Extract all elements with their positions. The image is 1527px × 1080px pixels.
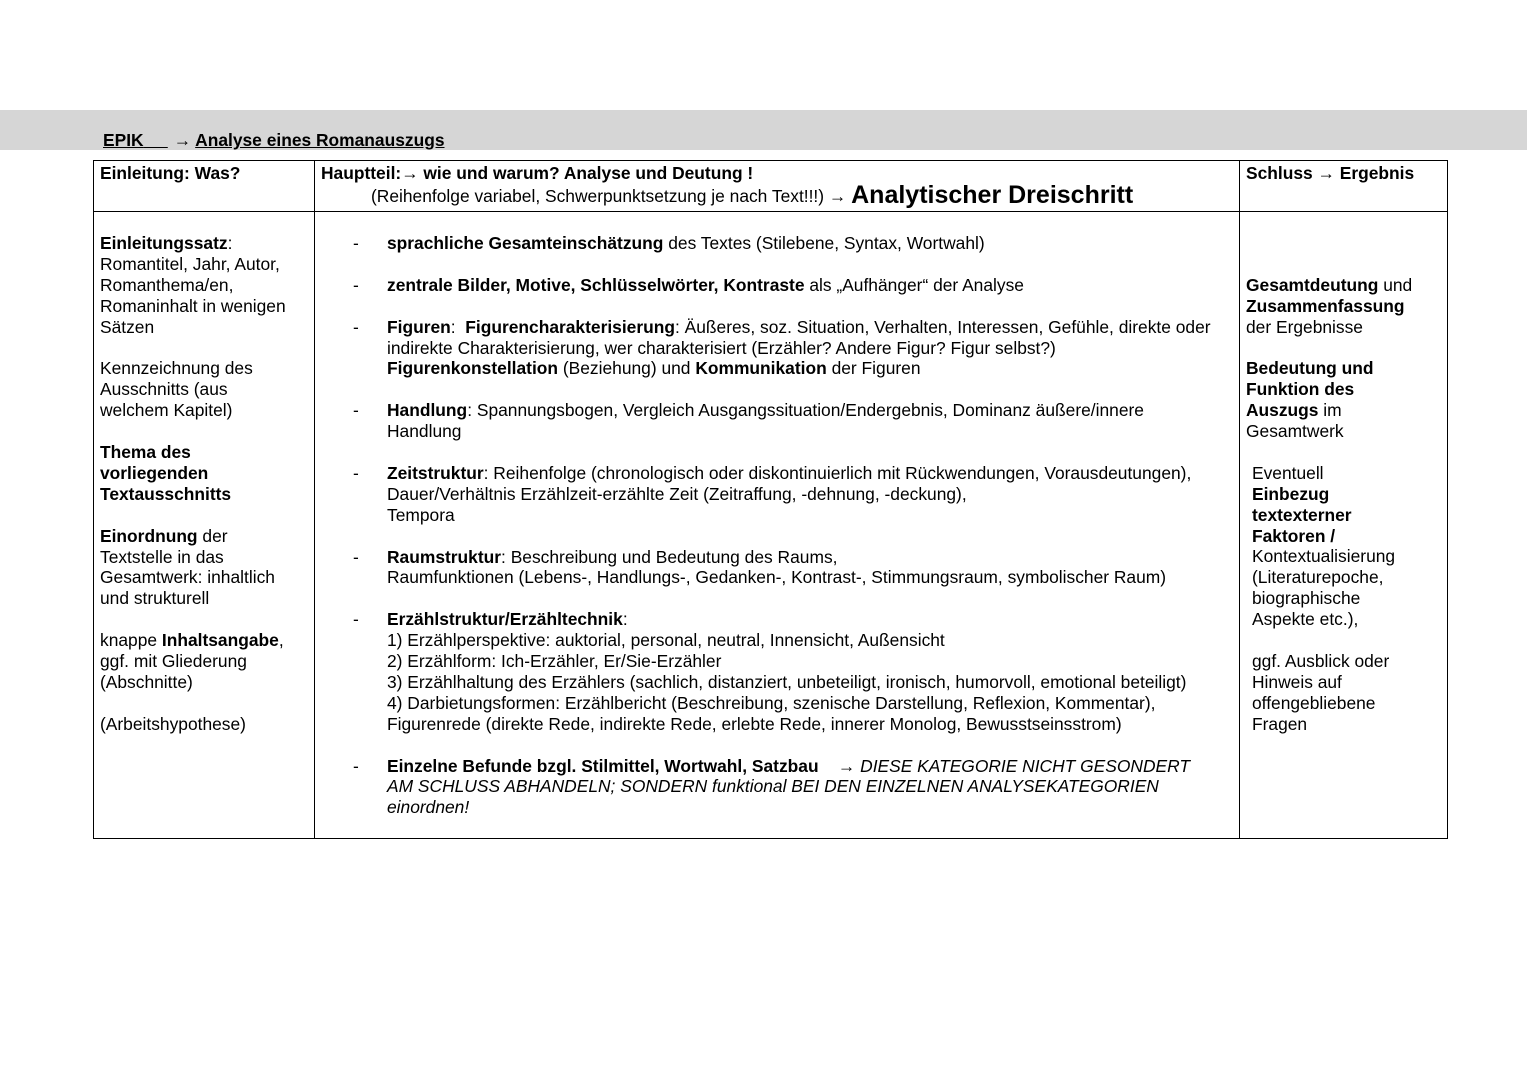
table-header-row bbox=[94, 161, 1448, 212]
list-item: - Figuren: Figurencharakterisierung: Äußeres, soz. Situation, Verhalten, Interessen, Gefühle, direkte oder indirekte Charakterisierung, wer charakterisiert (Erzähler? Andere Figur? Figur selbst?) Figurenkonstellation (Beziehung) und Kommunikation der Figuren bbox=[315, 317, 1229, 380]
list-item: - sprachliche Gesamteinschätzung des Textes (Stilebene, Syntax, Wortwahl) bbox=[315, 233, 1229, 254]
intro-einleitungssatz: Einleitungssatz: Romantitel, Jahr, Autor, Romanthema/en, Romaninhalt in wenigen Sätzen bbox=[100, 233, 286, 337]
conclusion-ausblick: ggf. Ausblick oder Hinweis auf offengebliebene Fragen bbox=[1252, 650, 1390, 734]
conclusion-gesamtdeutung: Gesamtdeutung und Zusammenfassung der Ergebnisse bbox=[1246, 274, 1413, 337]
list-item: - Einzelne Befunde bzgl. Stilmittel, Wortwahl, Satzbau → DIESE KATEGORIE NICHT GESONDERT AM SCHLUSS ABHANDELN; SONDERN funktional BEI DEN EINZELNEN ANALYSEKATEGORIEN einordnen! bbox=[315, 756, 1229, 819]
header-schluss: Schluss → Ergebnis bbox=[1240, 161, 1448, 212]
intro-kennzeichnung: Kennzeichnung des Ausschnitts (aus welchem Kapitel) bbox=[100, 358, 253, 421]
analysis-table bbox=[93, 160, 1448, 839]
analytischer-dreischritt: Analytischer Dreischritt bbox=[851, 180, 1134, 209]
conclusion-einbezug: Eventuell Einbezug textexterner Faktoren / Kontextualisierung (Literaturepoche, biographische Aspekte etc.), bbox=[1252, 462, 1396, 630]
table-body-row bbox=[94, 212, 1448, 839]
intro-einordnung: Einordnung der Textstelle in das Gesamtwerk: inhaltlich und strukturell bbox=[100, 525, 275, 609]
intro-arbeitshypothese: (Arbeitshypothese) bbox=[100, 713, 246, 734]
intro-cell bbox=[94, 212, 315, 839]
page-title: EPIK → Analyse eines Romanauszugs bbox=[103, 130, 445, 150]
list-item: - Erzählstruktur/Erzähltechnik: 1) Erzählperspektive: auktorial, personal, neutral, Innensicht, Außensicht 2) Erzählform: Ich-Erzähler, Er/Sie-Erzähler 3) Erzählhaltung des Erzählers (sachlich, distanziert, unbeteiligt, ironisch, humorvoll, emotional beteiligt) 4) Darbietungsformen: Erzählbericht (Beschreibung, szenische Darstellung, Reflexion, Kommentar), Figurenrede (direkte Rede, indirekte Rede, erlebte Rede, innerer Monolog, Bewusstseinsstrom) bbox=[315, 609, 1229, 734]
conclusion-bedeutung: Bedeutung und Funktion des Auszugs im Gesamtwerk bbox=[1246, 358, 1374, 442]
list-item: - Raumstruktur: Beschreibung und Bedeutung des Raums, Raumfunktionen (Lebens-, Handlungs-, Gedanken-, Kontrast-, Stimmungsraum, symbolischer Raum) bbox=[315, 547, 1229, 589]
main-cell bbox=[315, 212, 1240, 839]
list-item: - Zeitstruktur: Reihenfolge (chronologisch oder diskontinuierlich mit Rückwendungen, Vorausdeutungen), Dauer/Verhältnis Erzählzeit-erzählte Zeit (Zeitraffung, -dehnung, -deckung), Tempora bbox=[315, 463, 1229, 526]
list-item: - Handlung: Spannungsbogen, Vergleich Ausgangssituation/Endergebnis, Dominanz äußere/innere Handlung bbox=[315, 400, 1229, 442]
conclusion-cell bbox=[1240, 212, 1448, 839]
intro-thema: Thema des vorliegenden Textausschnitts bbox=[100, 442, 232, 504]
intro-inhaltsangabe: knappe Inhaltsangabe, ggf. mit Gliederung (Abschnitte) bbox=[100, 630, 284, 692]
header-einleitung: Einleitung: Was? bbox=[94, 161, 315, 212]
list-item: - zentrale Bilder, Motive, Schlüsselwörter, Kontraste als „Aufhänger“ der Analyse bbox=[315, 275, 1229, 296]
header-hauptteil: Hauptteil:→ wie und warum? Analyse und Deutung ! (Reihenfolge variabel, Schwerpunktsetzung je nach Text!!!) → Analytischer Dreischritt bbox=[315, 161, 1240, 212]
